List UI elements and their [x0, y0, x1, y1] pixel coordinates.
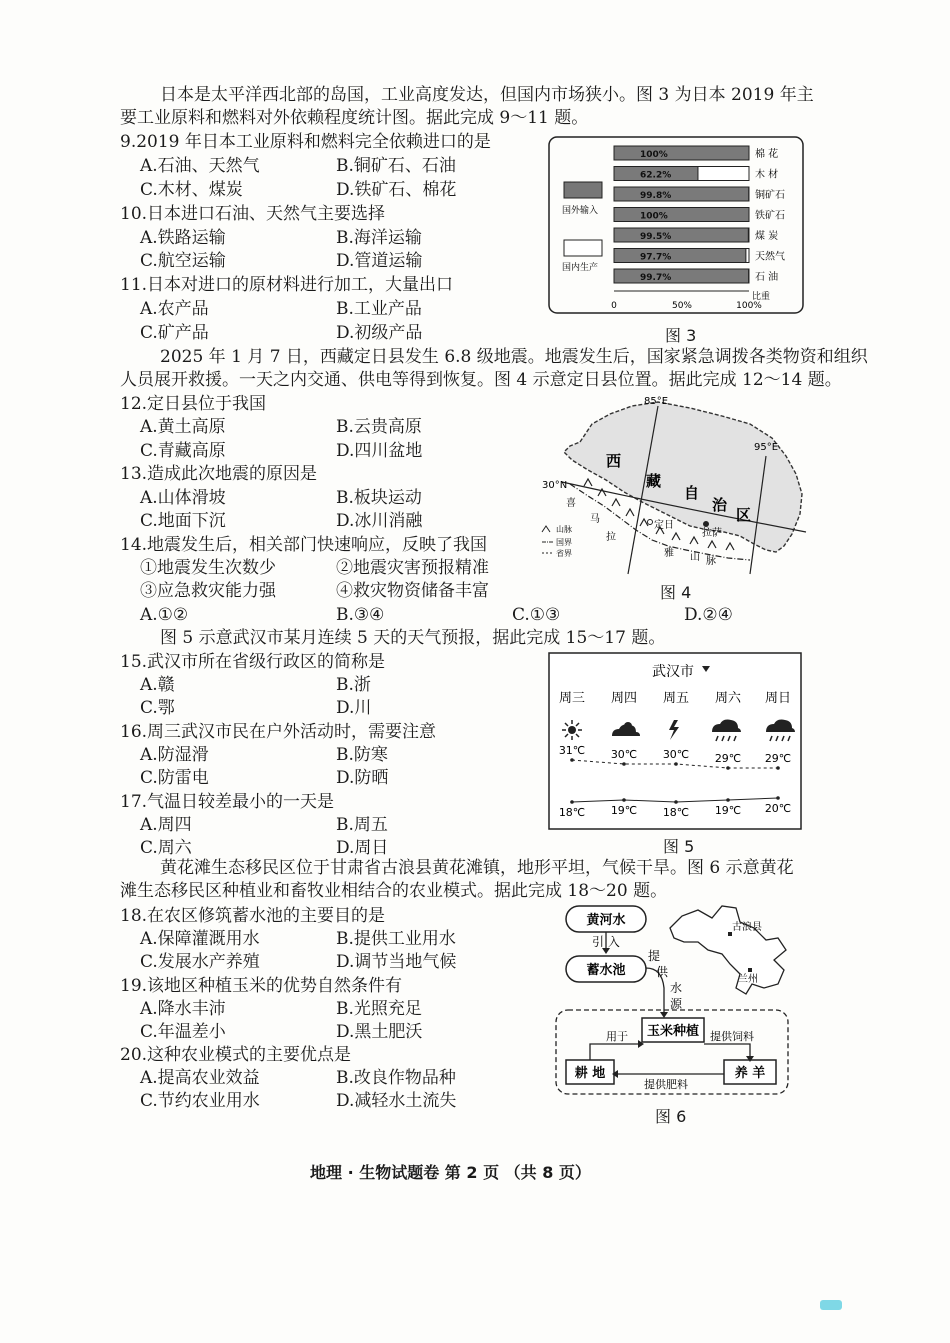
option: C.发展水产养殖	[140, 952, 260, 972]
intro-line: 图 5 示意武汉市某月连续 5 天的天气预报，据此完成 15～17 题。	[160, 628, 666, 648]
option: C.节约农业用水	[140, 1091, 260, 1111]
bar-value-label: 99.7%	[640, 273, 672, 283]
high-temp-label: 29℃	[714, 752, 742, 765]
intro-line: 人员展开救援。一天之内交通、供电等得到恢复。图 4 示意定日县位置。据此完成 12～14 题。	[120, 370, 842, 390]
day-label: 周日	[764, 691, 792, 706]
option: D.川	[336, 698, 372, 718]
day-label: 周三	[558, 691, 586, 706]
legend-swatch-domestic	[564, 240, 602, 256]
bar-import	[614, 228, 748, 242]
category-label: 天然气	[755, 251, 785, 263]
page-footer: 地理 · 生物试题卷 第 2 页 （共 8 页）	[310, 1163, 591, 1182]
statement: ①地震发生次数少	[140, 558, 276, 578]
day-label: 周四	[610, 691, 638, 706]
bar-import	[614, 269, 749, 283]
intro-line: 要工业原料和燃料对外依赖程度统计图。据此完成 9～11 题。	[120, 108, 589, 128]
intro-line: 2025 年 1 月 7 日，西藏定日县发生 6.8 级地震。地震发生后，国家紧急调拨各类物资和组织	[160, 347, 868, 367]
option: A.农产品	[140, 299, 209, 319]
low-temp-point	[726, 798, 730, 802]
range-label: 雅	[664, 548, 674, 559]
low-temp-point	[570, 800, 574, 804]
option: C.木材、煤炭	[140, 180, 243, 200]
category-label: 铁矿石	[755, 210, 785, 222]
figure-3-caption: 图 3	[665, 326, 697, 345]
option: A.赣	[140, 675, 175, 695]
option: D.减轻水土流失	[336, 1091, 457, 1111]
axis-label: 比重	[752, 292, 771, 302]
lon-label: 95°E	[754, 442, 779, 453]
region-label: 区	[736, 506, 752, 524]
option: C.鄂	[140, 698, 175, 718]
legend-mountain-symbol	[542, 526, 550, 532]
supply-label: 提	[648, 949, 661, 963]
question-stem: 16.周三武汉市民在户外活动时，需要注意	[120, 722, 437, 742]
range-label: 脉	[706, 556, 716, 567]
option: B.海洋运输	[336, 228, 422, 248]
tick-label: 100%	[736, 301, 762, 311]
arrow-line	[590, 1044, 642, 1060]
legend-import-label: 国外输入	[562, 206, 599, 216]
region-label: 自	[684, 484, 700, 502]
sun-icon	[562, 720, 582, 740]
question-stem: 11.日本对进口的原材料进行加工，大量出口	[120, 275, 454, 295]
option: B.提供工业用水	[336, 929, 456, 949]
high-temp-point	[674, 762, 678, 766]
option: B.铜矿石、石油	[336, 156, 456, 176]
fertilizer-label: 提供肥料	[644, 1078, 688, 1091]
statement: ②地震灾害预报精准	[336, 558, 489, 578]
option: A.保障灌溉用水	[140, 929, 260, 949]
option: D.冰川消融	[336, 511, 423, 531]
category-label: 铜矿石	[755, 190, 785, 201]
low-temp-point	[674, 800, 678, 804]
question-stem: 13.造成此次地震的原因是	[120, 464, 318, 484]
option: C.矿产品	[140, 323, 209, 343]
option: A.提高农业效益	[140, 1068, 260, 1088]
range-label: 马	[590, 514, 600, 525]
supply-label: 源	[670, 997, 683, 1011]
question-stem: 19.该地区种植玉米的优势自然条件有	[120, 976, 403, 996]
tibet-outline	[564, 402, 802, 552]
option: B.防寒	[336, 745, 388, 765]
figure-5-weather-forecast	[548, 652, 802, 830]
option: A.周四	[140, 815, 192, 835]
bar-import	[614, 146, 749, 160]
option: C.地面下沉	[140, 511, 226, 531]
figure-4-caption: 图 4	[660, 583, 692, 602]
bar-value-label: 99.5%	[640, 232, 672, 242]
figure-frame	[549, 137, 803, 313]
sheep-label: 养 羊	[734, 1066, 766, 1081]
option: A.铁路运输	[140, 228, 226, 248]
figure-5-caption: 图 5	[663, 837, 695, 856]
category-label: 煤 炭	[755, 231, 779, 242]
low-temp-label: 20℃	[764, 802, 792, 815]
statement: ④救灾物资储备丰富	[336, 581, 489, 601]
yellow-river-label: 黄河水	[586, 913, 626, 928]
corn-label: 玉米种植	[646, 1024, 700, 1039]
low-temp-label: 18℃	[558, 806, 586, 819]
option: B.云贵高原	[336, 417, 422, 437]
figure-6-diagram	[552, 898, 802, 1100]
option: D.防晒	[336, 768, 389, 788]
question-stem: 14.地震发生后，相关部门快速响应，反映了我国	[120, 535, 488, 555]
question-stem: 12.定日县位于我国	[120, 394, 267, 414]
day-label: 周六	[714, 691, 742, 706]
option: C.青藏高原	[140, 441, 226, 461]
farmland-label: 耕 地	[574, 1066, 606, 1081]
region-label: 藏	[646, 472, 662, 490]
intro-line: 黄花滩生态移民区位于甘肃省古浪县黄花滩镇，地形平坦，气候干旱。图 6 示意黄花	[160, 858, 794, 878]
option: D.管道运输	[336, 251, 423, 271]
option: B.工业产品	[336, 299, 422, 319]
arrow-head	[660, 1012, 668, 1018]
question-stem: 20.这种农业模式的主要优点是	[120, 1045, 352, 1065]
tick-label: 50%	[671, 301, 693, 311]
question-stem: 10.日本进口石油、天然气主要选择	[120, 204, 386, 224]
option: C.①③	[512, 605, 561, 625]
option: D.四川盆地	[336, 441, 423, 461]
lat-label: 30°N	[542, 480, 568, 491]
bar-value-label: 100%	[640, 150, 668, 160]
question-stem: 17.气温日较差最小的一天是	[120, 792, 335, 812]
option: A.山体滑坡	[140, 488, 226, 508]
range-label: 山	[690, 552, 700, 563]
bar-value-label: 100%	[640, 211, 668, 222]
lhasa-dot	[703, 521, 709, 527]
question-stem: 9.2019 年日本工业原料和燃料完全依赖进口的是	[120, 132, 491, 152]
legend-label: 山脉	[556, 525, 572, 534]
option: B.板块运动	[336, 488, 422, 508]
city-label: 武汉市	[652, 664, 694, 680]
high-temp-point	[776, 766, 780, 770]
figure-4-map	[540, 394, 808, 576]
legend-domestic-label: 国内生产	[562, 263, 599, 273]
option: D.铁矿石、棉花	[336, 180, 457, 200]
region-label: 治	[712, 496, 728, 514]
option: B.③④	[336, 605, 385, 625]
feed-label: 提供饲料	[710, 1030, 754, 1043]
option: C.航空运输	[140, 251, 226, 271]
day-label: 周五	[662, 691, 690, 706]
option: A.黄土高原	[140, 417, 226, 437]
supply-label: 水	[670, 981, 683, 995]
lon-label: 85°E	[644, 396, 669, 407]
yinru-label: 引 入	[592, 935, 620, 949]
option: D.周日	[336, 838, 389, 858]
category-label: 棉 花	[755, 149, 779, 160]
lhasa-label: 拉萨	[702, 528, 722, 539]
high-temp-label: 30℃	[610, 748, 638, 761]
figure-6-caption: 图 6	[655, 1107, 687, 1126]
option: D.黑土肥沃	[336, 1022, 423, 1042]
gansu-outline	[670, 906, 786, 994]
dingri-label: 定日	[654, 520, 674, 531]
option: A.石油、天然气	[140, 156, 260, 176]
statement: ③应急救灾能力强	[140, 581, 276, 601]
high-temp-point	[726, 766, 730, 770]
option: D.初级产品	[336, 323, 423, 343]
high-temp-label: 30℃	[662, 748, 690, 761]
option: D.②④	[684, 605, 733, 625]
option: B.改良作物品种	[336, 1068, 456, 1088]
range-label: 拉	[606, 532, 616, 543]
low-temp-point	[622, 798, 626, 802]
option: A.降水丰沛	[140, 999, 226, 1019]
legend-label: 省界	[556, 549, 572, 558]
question-stem: 15.武汉市所在省级行政区的简称是	[120, 652, 386, 672]
bar-import	[614, 208, 749, 222]
option: B.光照充足	[336, 999, 422, 1019]
for-label: 用于	[606, 1030, 628, 1043]
gulang-label: 古浪县	[732, 922, 762, 933]
option: A.①②	[140, 605, 189, 625]
tick-label: 0	[611, 301, 617, 311]
option: C.周六	[140, 838, 192, 858]
bar-value-label: 62.2%	[640, 170, 672, 181]
supply-label: 供	[656, 965, 669, 979]
high-temp-point	[622, 762, 626, 766]
high-temp-label: 29℃	[764, 752, 792, 765]
legend-swatch-import	[564, 182, 602, 198]
scan-mark	[820, 1300, 842, 1310]
lanzhou-marker	[748, 968, 752, 972]
low-temp-label: 19℃	[714, 804, 742, 817]
option: C.年温差小	[140, 1022, 226, 1042]
legend-label: 国界	[556, 538, 572, 547]
option: D.调节当地气候	[336, 952, 457, 972]
range-label: 喜	[566, 498, 576, 509]
region-label: 西	[606, 452, 622, 470]
lanzhou-label: 兰州	[738, 974, 758, 985]
category-label: 石 油	[755, 272, 779, 283]
bar-value-label: 99.8%	[640, 191, 672, 201]
figure-3-chart	[548, 136, 804, 314]
bar-import	[614, 249, 746, 263]
bar-import	[614, 187, 749, 201]
intro-line: 滩生态移民区种植业和畜牧业相结合的农业模式。据此完成 18～20 题。	[120, 881, 668, 901]
pool-label: 蓄水池	[586, 963, 626, 978]
option: B.浙	[336, 675, 371, 695]
arrow-line	[704, 1044, 750, 1060]
low-temp-label: 18℃	[662, 806, 690, 819]
dingri-dot	[648, 520, 653, 525]
bar-value-label: 97.7%	[640, 252, 672, 263]
option: A.防湿滑	[140, 745, 209, 765]
option: C.防雷电	[140, 768, 209, 788]
question-stem: 18.在农区修筑蓄水池的主要目的是	[120, 906, 386, 926]
high-temp-label: 31℃	[558, 744, 586, 757]
high-temp-point	[570, 758, 574, 762]
intro-line: 日本是太平洋西北部的岛国，工业高度发达，但国内市场狭小。图 3 为日本 2019 年主	[160, 85, 814, 105]
option: B.周五	[336, 815, 388, 835]
category-label: 木 材	[755, 169, 779, 181]
low-temp-label: 19℃	[610, 804, 638, 817]
low-temp-point	[776, 796, 780, 800]
